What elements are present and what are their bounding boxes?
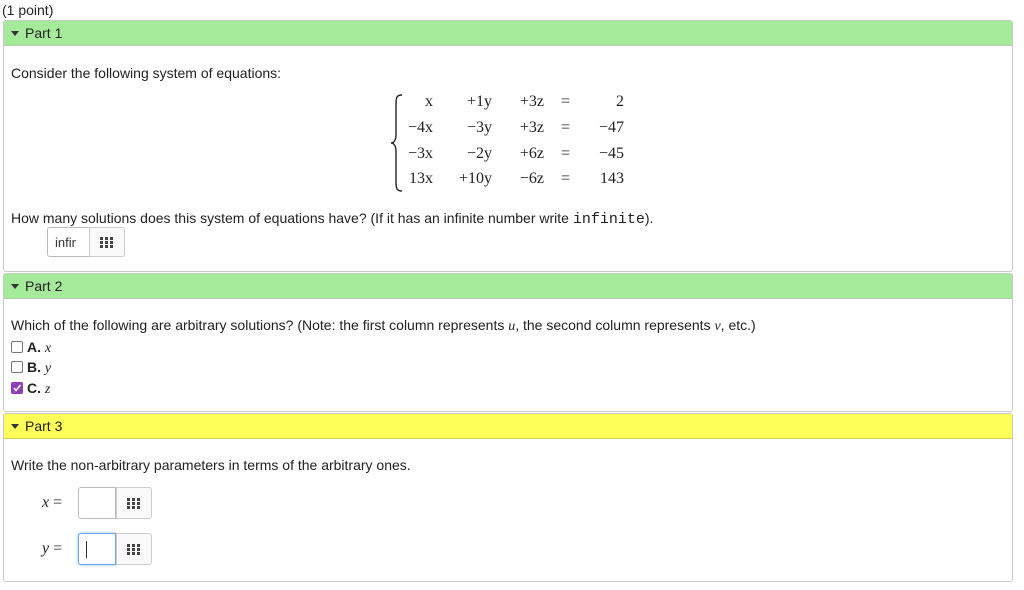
parameter-variable: x xyxy=(42,494,50,511)
points-label: (1 point) xyxy=(2,2,54,18)
equation-term: = xyxy=(560,145,570,162)
equation-term: −4x xyxy=(407,119,433,136)
choice-checkbox[interactable] xyxy=(11,382,23,394)
equation-term: +3z xyxy=(519,119,544,136)
part-3-header[interactable] xyxy=(4,414,1012,439)
part-2-header[interactable] xyxy=(4,274,1012,299)
part-1-header[interactable] xyxy=(4,21,1012,46)
choice-letter: C. xyxy=(27,380,41,396)
grid-palette-icon xyxy=(127,544,141,555)
part-3-title: Part 3 xyxy=(25,418,63,434)
equation-term: −47 xyxy=(598,119,624,136)
equation-term: 143 xyxy=(600,170,624,187)
equation-term: = xyxy=(560,93,570,110)
part-1-prompt: Consider the following system of equations: xyxy=(11,65,282,81)
equation-term: −3y xyxy=(466,119,492,136)
equation-term: −3x xyxy=(407,145,433,162)
choice-letter: B. xyxy=(27,359,41,375)
choice-variable: y xyxy=(44,361,52,376)
part-3-panel xyxy=(3,413,1013,582)
part-1-title: Part 1 xyxy=(25,25,63,41)
caret-down-icon xyxy=(11,284,19,289)
solutions-count-input[interactable] xyxy=(47,227,90,257)
choice-checkbox[interactable] xyxy=(11,341,23,353)
choice-label[interactable] xyxy=(27,380,50,398)
equation-term: −6z xyxy=(519,170,544,187)
equation-editor-button[interactable] xyxy=(116,533,152,565)
parameter-input[interactable] xyxy=(78,533,116,565)
var-v: v xyxy=(714,319,721,334)
equation-term: x xyxy=(425,93,433,110)
choice-label[interactable] xyxy=(27,359,51,377)
var-u: u xyxy=(508,319,516,334)
parameter-label xyxy=(42,540,62,558)
solutions-count-value: infir xyxy=(55,235,76,250)
choice-variable: x xyxy=(44,341,52,356)
equation-term: = xyxy=(560,119,570,136)
equation-term: −2y xyxy=(466,145,492,162)
caret-down-icon xyxy=(11,31,19,36)
choice-letter: A. xyxy=(27,339,41,355)
grid-palette-icon xyxy=(100,237,114,248)
check-icon xyxy=(12,383,22,393)
choice-variable: z xyxy=(44,382,51,397)
equals-sign: = xyxy=(53,494,63,511)
question-code: infinite xyxy=(572,211,645,228)
part-2-title: Part 2 xyxy=(25,278,63,294)
part-2-prompt xyxy=(11,317,756,335)
equation-editor-button-1[interactable] xyxy=(89,227,125,257)
text-cursor xyxy=(86,541,87,558)
part-2-panel xyxy=(3,273,1013,412)
prompt-text: , etc.) xyxy=(720,317,756,333)
caret-down-icon xyxy=(11,424,19,429)
prompt-text: , the second column represents xyxy=(515,317,715,333)
grid-palette-icon xyxy=(127,498,141,509)
left-brace-icon xyxy=(390,94,404,192)
equation-term: = xyxy=(560,170,570,187)
prompt-text: Which of the following are arbitrary solutions? (Note: the first column represents xyxy=(11,317,509,333)
equation-term: +6z xyxy=(519,145,544,162)
equation-term: 13x xyxy=(409,170,433,187)
question-end: ). xyxy=(644,210,654,226)
part-3-prompt: Write the non-arbitrary parameters in terms of the arbitrary ones. xyxy=(11,457,411,473)
equation-editor-button[interactable] xyxy=(116,487,152,519)
part-1-panel xyxy=(3,20,1013,272)
equation-term: +3z xyxy=(519,93,544,110)
question-text: How many solutions does this system of equations have? (If it has an infinite number write xyxy=(11,210,573,226)
parameter-variable: y xyxy=(42,540,50,557)
equals-sign: = xyxy=(53,540,63,557)
parameter-input[interactable] xyxy=(78,487,116,519)
equation-term: +10y xyxy=(458,170,492,187)
parameter-label xyxy=(42,494,62,512)
choice-label[interactable] xyxy=(27,339,51,357)
choice-checkbox[interactable] xyxy=(11,361,23,373)
equation-term: −45 xyxy=(598,145,624,162)
equation-term: 2 xyxy=(616,93,624,110)
part-1-question xyxy=(11,210,653,228)
equation-term: +1y xyxy=(466,93,492,110)
